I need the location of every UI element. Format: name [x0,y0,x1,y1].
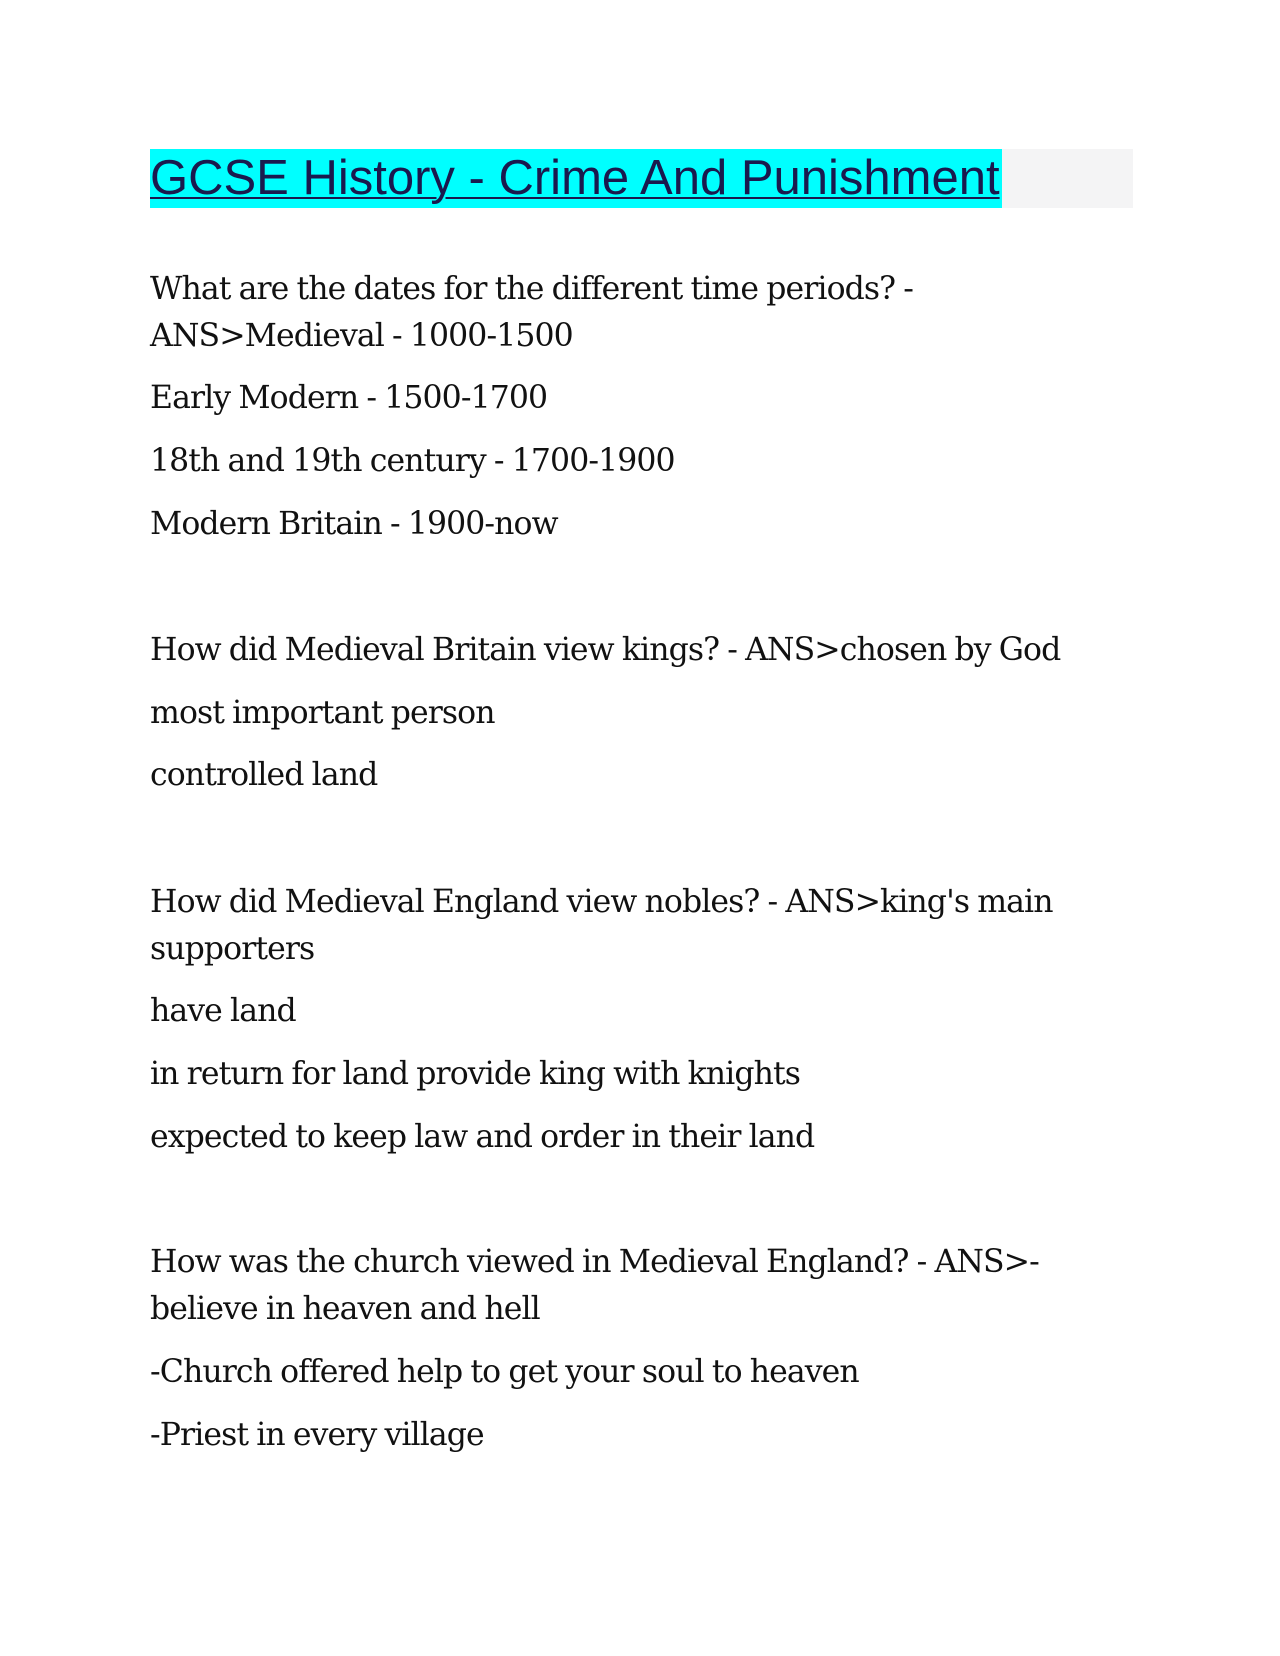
text-line: supporters [150,931,315,967]
text-line: How did Medieval Britain view kings? - ANS>chosen by God [150,632,1061,668]
text-line: How did Medieval England view nobles? - ANS>king's main [150,884,1053,920]
text-line: -Church offered help to get your soul to heaven [150,1354,859,1390]
text-line: What are the dates for the different time periods? - [150,271,914,307]
text-line: expected to keep law and order in their land [150,1119,815,1155]
text-line: have land [150,993,296,1029]
text-line: most important person [150,695,495,731]
text-line: controlled land [150,757,378,793]
document-title: GCSE History - Crime And Punishment [150,149,1002,208]
text-line: -Priest in every village [150,1417,484,1453]
text-line: Modern Britain - 1900-now [150,506,558,542]
text-line: Early Modern - 1500-1700 [150,380,548,416]
text-line: 18th and 19th century - 1700-1900 [150,443,675,479]
text-line: in return for land provide king with knights [150,1056,801,1092]
text-line: How was the church viewed in Medieval England? - ANS>- [150,1244,1039,1280]
text-line: believe in heaven and hell [150,1291,540,1327]
text-line: ANS>Medieval - 1000-1500 [150,318,573,354]
